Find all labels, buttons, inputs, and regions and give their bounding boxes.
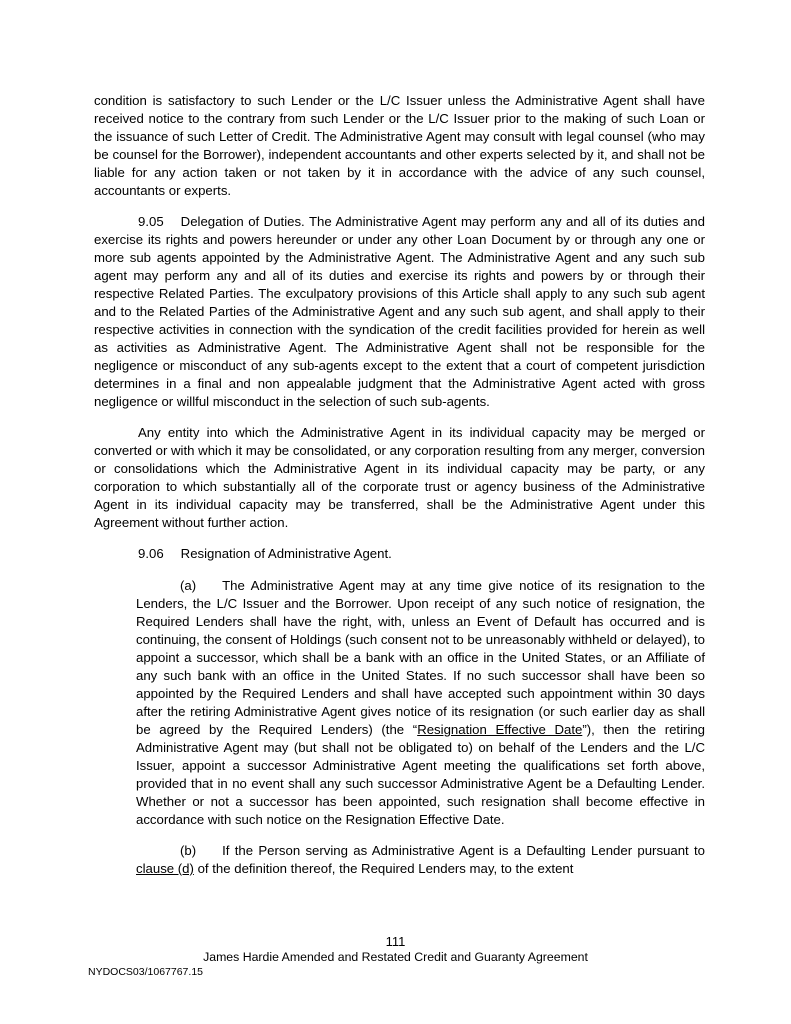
page-number: 111 [385, 934, 406, 949]
text-segment: of the definition thereof, the Required Lenders may, to the extent [193, 861, 574, 876]
footer-document-id: NYDOCS03/1067767.15 [88, 966, 203, 978]
underlined-term: clause (d) [136, 861, 194, 876]
text-segment: The Administrative Agent may at any time give notice of its resignation to the Lenders, the L/C Issuer and the Borrower. Upon receipt of any such notice of resignation, the Required Lenders shall have the right, with, unless an Event of Default has occurred and is continuing, the consent of Holdings (such consent not to be unreasonably withheld or delayed), to appoint a successor, which shall be a bank with an office in the United States, or an Affiliate of any such bank with an office in the United States. If no such successor shall have been so appointed by the Required Lenders and shall have accepted such appointment within 30 days after the retiring Administrative Agent gives notice of its resignation (or such earlier day as shall be agreed by the Required Lenders) (the “ [136, 578, 705, 737]
paragraph-continuation: condition is satisfactory to such Lender or the L/C Issuer unless the Administrative Agent shall have received notice to the contrary from such Lender or the L/C Issuer prior to the making of such Loan or the issuance of such Letter of Credit. The Administrative Agent may consult with legal counsel (who may be counsel for the Borrower), independent accountants and other experts selected by it, and shall not be liable for any action taken or not taken by it in accordance with the advice of any such counsel, accountants or experts. [94, 93, 705, 198]
paragraph-b-label: (b) [180, 843, 197, 858]
paragraph-b [136, 842, 705, 878]
footer-document-title: James Hardie Amended and Restated Credit and Guaranty Agreement [203, 950, 588, 964]
document-body [94, 92, 705, 891]
section-9-06-number: 9.06 [138, 546, 164, 561]
section-9-06-title: Resignation of Administrative Agent. [180, 546, 392, 561]
paragraph-a-text [136, 578, 705, 827]
paragraph-merger: Any entity into which the Administrative Agent in its individual capacity may be merged or converted or with which it may be consolidated, or any corporation resulting from any merger, conversion or consolidations which the Administrative Agent in its individual capacity may be party, or any corporation to which substantially all of the corporate trust or agency business of the Administrative Agent in its individual capacity may be transferred, shall be the Administrative Agent under this Agreement without further action. [94, 425, 705, 530]
section-9-05-number: 9.05 [138, 214, 164, 229]
paragraph-a [136, 577, 705, 829]
paragraph-a-label: (a) [180, 578, 197, 593]
paragraph-b-text [136, 843, 705, 876]
section-9-06-heading [94, 545, 705, 563]
text-segment: ”), then the retiring Administrative Agent may (but shall not be obligated to) on behalf of the Lenders and the L/C Issuer, appoint a successor Administrative Agent meeting the qualifications set forth above, provided that in no event shall any such successor Administrative Agent be a Defaulting Lender. Whether or not a successor has been appointed, such resignation shall become effective in accordance with such notice on the Resignation Effective Date. [136, 722, 705, 827]
text-segment: If the Person serving as Administrative Agent is a Defaulting Lender pursuant to [222, 843, 705, 858]
section-9-05-title: Delegation of Duties. [180, 214, 305, 229]
underlined-term: Resignation Effective Date [417, 722, 583, 737]
section-9-05-body: The Administrative Agent may perform any and all of its duties and exercise its rights and powers hereunder or under any other Loan Document by or through any one or more sub agents appointed by the Administrative Agent. The Administrative Agent and any such sub agent may perform any and all of its duties and exercise its rights and powers by or through their respective Related Parties. The exculpatory provisions of this Article shall apply to any such sub agent and to the Related Parties of the Administrative Agent and any such sub agent, and shall apply to their respective activities in connection with the syndication of the credit facilities provided for herein as well as activities as Administrative Agent. The Administrative Agent shall not be responsible for the negligence or misconduct of any sub-agents except to the extent that a court of competent jurisdiction determines in a final and non appealable judgment that the Administrative Agent acted with gross negligence or willful misconduct in the selection of such sub-agents. [94, 214, 705, 409]
section-9-05-paragraph [94, 213, 705, 411]
